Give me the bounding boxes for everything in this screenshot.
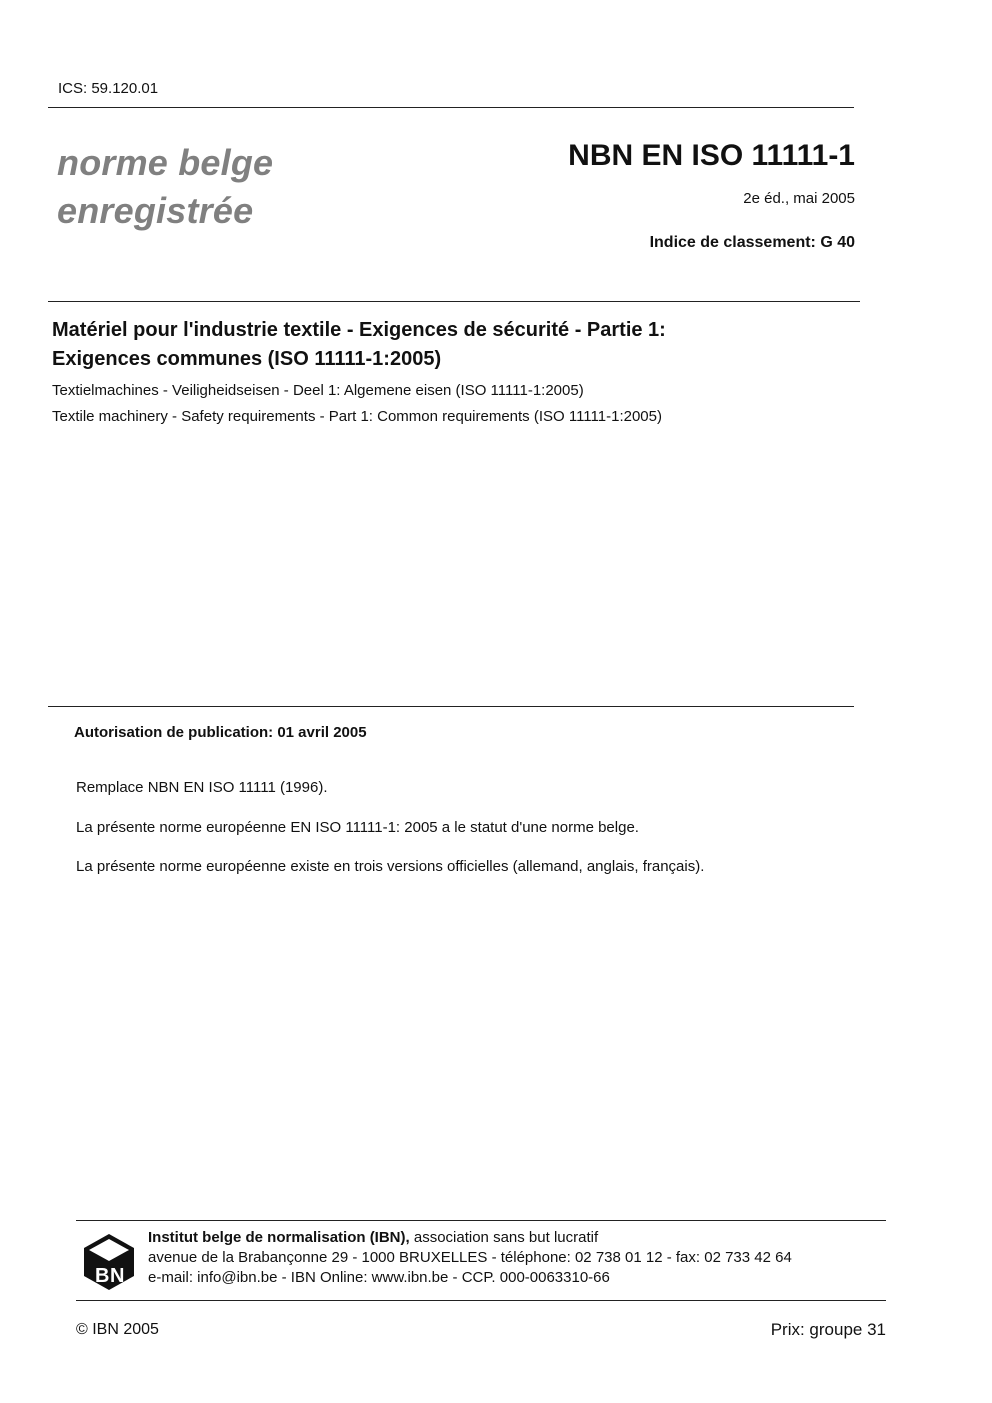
footer-top-rule	[76, 1220, 886, 1221]
note-status: La présente norme européenne EN ISO 11111-1: 2005 a le statut d'une norme belge.	[76, 819, 639, 836]
institute-description: association sans but lucratif	[413, 1229, 599, 1246]
header-top-rule	[48, 107, 854, 108]
title-english: Textile machinery - Safety requirements - Part 1: Common requirements (ISO 11111-1:2005)	[52, 408, 662, 425]
title-french-line-2: Exigences communes (ISO 11111-1:2005)	[52, 348, 442, 370]
publication-top-rule	[48, 706, 854, 707]
ics-code: ICS: 59.120.01	[58, 80, 159, 97]
institute-address: avenue de la Brabançonne 29 - 1000 BRUXELLES - téléphone: 02 738 01 12 - fax: 02 733 42 64	[148, 1249, 792, 1266]
publication-authorization: Autorisation de publication: 01 avril 2005	[74, 724, 367, 741]
institute-name: Institut belge de normalisation (IBN),	[148, 1229, 410, 1246]
institute-line	[148, 1229, 598, 1246]
svg-text:B: B	[95, 1265, 110, 1287]
classification-index: Indice de classement: G 40	[649, 234, 855, 251]
title-french-line-1: Matériel pour l'industrie textile - Exigences de sécurité - Partie 1:	[52, 319, 666, 341]
edition-date: 2e éd., mai 2005	[743, 190, 855, 207]
institute-contact: e-mail: info@ibn.be - IBN Online: www.ibn.be - CCP. 000-0063310-66	[148, 1269, 610, 1286]
ibn-logo-icon	[82, 1232, 136, 1292]
brand-line-1: norme belge	[57, 142, 274, 183]
title-top-rule	[48, 301, 860, 302]
title-dutch: Textielmachines - Veiligheidseisen - Deel 1: Algemene eisen (ISO 11111-1:2005)	[52, 382, 584, 399]
note-replaces: Remplace NBN EN ISO 11111 (1996).	[76, 779, 328, 796]
copyright: © IBN 2005	[76, 1321, 159, 1338]
title-french	[52, 316, 832, 374]
standard-code: NBN EN ISO 11111-1	[568, 139, 855, 172]
price-group: Prix: groupe 31	[770, 1320, 886, 1339]
footer-bottom-rule	[76, 1300, 886, 1301]
brand-line-2: enregistrée	[57, 190, 254, 231]
note-versions: La présente norme européenne existe en trois versions officielles (allemand, anglais, français).	[76, 858, 705, 875]
svg-text:N: N	[110, 1265, 125, 1287]
